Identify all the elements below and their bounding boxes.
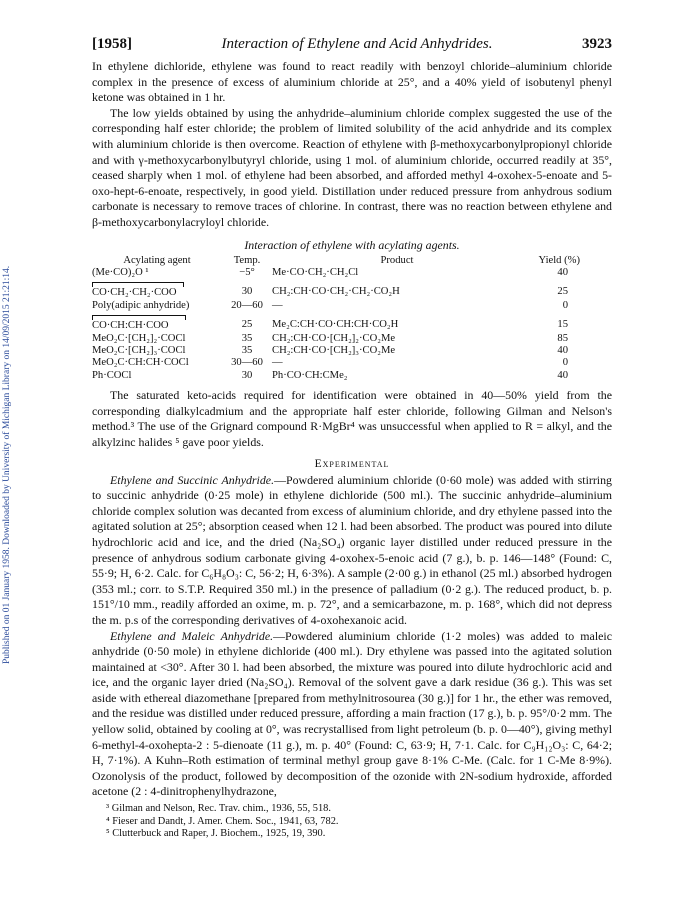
cell-temp: 30 bbox=[241, 286, 253, 298]
table-body bbox=[92, 267, 612, 382]
cell-temp: 30—60 bbox=[231, 357, 263, 369]
cell-temp: −5° bbox=[239, 266, 255, 278]
after-table-paragraph: The saturated keto-acids required for identification were obtained in 40—50% yield from the corresponding dialkylcadmium and the appropriate half ester chloride, following Gilman and Nelson's method.³ The use of the Grignard compound R·MgBr⁴ was unsuccessful when applied to R = alkyl, and the alkylzinc halides ⁵ gave poor yields. bbox=[92, 388, 612, 449]
cell-acylating-agent: Poly(adipic anhydride) bbox=[92, 299, 190, 311]
succinic-heading: Ethylene and Succinic Anhydride. bbox=[110, 472, 275, 487]
cell-acylating-agent: Ph·COCl bbox=[92, 369, 132, 381]
succinic-body: —Powdered aluminium chloride (0·60 mole) was added with stirring to succinic anhydride (0·25 mole) in ethylene dichloride (500 ml.). The succinic anhydride–aluminium chloride complex solution was decanted from excess of aluminium chloride, and dry ethylene passed into the agitated solution at 25°; absorption ceased when 12 l. had been absorbed. The product was poured into dilute hydrochloric acid and ice, and the dried (Na₂SO₄) organic layer distilled under reduced pressure in the presence of anhydrous sodium carbonate giving 4-oxohex-5-enoic acid (7 g.), b. p. 146—148° (Found: C, 55·9; H, 6·2. Calc. for C₆H₈O₃: C, 56·2; H, 6·3%). A sample (2·00 g.) in ethanol (25 ml.) absorbed hydrogen (353 ml.; corr. to S.T.P. Required 350 ml.) in the presence of palladium (0·2 g.). The reduced product, b. p. 151°/10 mm., readily afforded an oxime, m. p. 72°, and a semicarbazone, m. p. 168°, which did not depress the m. p.s of the corresponding derivatives of 4-oxohexanoic acid. bbox=[92, 472, 612, 627]
footnote-4: ⁴ Fieser and Dandt, J. Amer. Chem. Soc., 1941, 63, 782. bbox=[106, 815, 339, 827]
cell-product: Me·CO·CH₂·CH₂Cl bbox=[272, 266, 359, 278]
cell-yield: 0 bbox=[562, 357, 568, 369]
maleic-heading: Ethylene and Maleic Anhydride. bbox=[110, 628, 274, 643]
header-acylating-agent: Acylating agent bbox=[123, 254, 191, 266]
cell-acylating-agent: MeO₂C·CH:CH·COCl bbox=[92, 357, 189, 369]
cell-temp: 25 bbox=[241, 319, 253, 331]
header-title: Interaction of Ethylene and Acid Anhydrides. bbox=[221, 36, 493, 52]
cell-temp: 35 bbox=[241, 332, 253, 344]
header-yield: Yield (%) bbox=[538, 254, 580, 266]
header-temp: Temp. bbox=[233, 254, 261, 266]
table-row bbox=[92, 345, 612, 357]
page-body bbox=[92, 36, 612, 841]
table-row bbox=[92, 333, 612, 345]
table-row bbox=[92, 357, 612, 369]
cell-yield: 0 bbox=[562, 299, 568, 311]
cell-acylating-agent-text: CO·CH₂·CH₂·COO bbox=[92, 287, 177, 299]
running-header bbox=[92, 36, 612, 53]
publication-side-note: Published on 01 January 1958. Downloaded by University of Michigan Library on 14/09/2015 21:21:14. bbox=[2, 265, 12, 665]
cell-acylating-agent: (Me·CO)₂O ¹ bbox=[92, 266, 149, 278]
cell-product: Ph·CO·CH:CMe₂ bbox=[272, 369, 348, 381]
intro-paragraph-1: In ethylene dichloride, ethylene was found to react readily with benzoyl chloride–aluminium chloride complex in the presence of excess of aluminium chloride at 25°, and a 40% yield of isobutenyl phenyl ketone was obtained in 1 hr. bbox=[92, 59, 612, 105]
header-year: [1958] bbox=[92, 36, 132, 52]
intro-paragraph-2: The low yields obtained by using the anhydride–aluminium chloride complex suggested the use of the corresponding half ester chloride; the problem of limited solubility of the acid anhydride and its complex with aluminium chloride is then overcome. Reaction of ethylene with β-methoxycarbonylpropionyl chloride and with γ-methoxycarbonylbutyryl chloride, using 1 mol. of aluminium chloride, occurred readily at 35°, ceased sharply when 1 mol. of ethylene had been absorbed, and afforded methyl 4-oxohex-5-enoate and 5-oxo-hept-6-enoate, respectively, in good yield. Distillation under reduced pressure from anhydrous sodium carbonate is necessary to remove traces of chlorine. In contrast, there was no reaction between ethylene and β-methoxycarbonylacryloyl chloride. bbox=[92, 105, 612, 229]
header-product: Product bbox=[380, 254, 414, 266]
cell-yield: 25 bbox=[557, 286, 568, 298]
cell-temp: 35 bbox=[241, 344, 253, 356]
table-row bbox=[92, 279, 612, 299]
maleic-paragraph bbox=[92, 629, 612, 801]
cell-temp: 30 bbox=[241, 369, 253, 381]
table-header-row bbox=[92, 255, 612, 267]
experimental-heading: Experimental bbox=[314, 457, 390, 470]
cell-yield: 85 bbox=[557, 332, 568, 344]
succinic-paragraph bbox=[92, 473, 612, 629]
table-row bbox=[92, 267, 612, 279]
cell-product: CH₂:CH·CO·[CH₂]₃·CO₂Me bbox=[272, 344, 396, 356]
table-caption: Interaction of ethylene with acylating agents. bbox=[244, 237, 460, 252]
cell-yield: 40 bbox=[557, 266, 568, 278]
acylation-table bbox=[92, 255, 612, 383]
cell-acylating-agent: MeO₂C·[CH₂]₃·COCl bbox=[92, 344, 186, 356]
cell-temp: 20—60 bbox=[231, 299, 263, 311]
table-row bbox=[92, 370, 612, 382]
cell-product: CH₂:CH·CO·[CH₂]₂·CO₂Me bbox=[272, 332, 396, 344]
cell-yield: 15 bbox=[557, 319, 568, 331]
cell-product: Me₂C:CH·CO·CH:CH·CO₂H bbox=[272, 319, 399, 331]
footnote-5: ⁵ Clutterbuck and Raper, J. Biochem., 1925, 19, 390. bbox=[106, 828, 326, 840]
cell-product: — bbox=[272, 357, 283, 369]
cell-acylating-agent-text: CO·CH:CH·COO bbox=[92, 320, 169, 332]
cell-yield: 40 bbox=[557, 369, 568, 381]
cell-acylating-agent: MeO₂C·[CH₂]₂·COCl bbox=[92, 332, 186, 344]
page-number: 3923 bbox=[582, 36, 612, 52]
cell-product: — bbox=[272, 299, 283, 311]
maleic-body: —Powdered aluminium chloride (1·2 moles) was added to maleic anhydride (0·50 mole) in ethylene dichloride (400 ml.). Dry ethylene was passed into the agitated solution maintained at <30°. After 30 l. had been absorbed, the mixture was poured into dilute hydrochloric acid and ice, and the organic layer dried (Na₂SO₄). Removal of the solvent gave a dark residue (36 g.). This was set aside with ethereal diazomethane [prepared from methylnitrosourea (30 g.)] for 1 hr., the ether was removed, and the residue was distilled under reduced pressure, affording a main fraction (17 g.), b. p. 95°/0·2 mm. The yellow solid, obtained by cooling at 0°, was recrystallised from light petroleum (b. p. 0—40°), giving methyl 6-methyl-4-oxohepta-2 : 5-dienoate (11 g.), m. p. 40° (Found: C, 63·9; H, 7·1. Calc. for C₉H₁₂O₃: C, 64·2; H, 7·1%). A Kuhn–Roth estimation of terminal methyl group gave 8·1% C-Me. (Calc. for 1 C-Me 8·9%). Ozonolysis of the product, followed by decomposition of the ozonide with 2N-sodium hydroxide, afforded acetone (2 : 4-dinitrophenylhydrazone, bbox=[92, 628, 612, 799]
cell-yield: 40 bbox=[557, 344, 568, 356]
cell-acylating-agent bbox=[92, 279, 222, 299]
footnotes bbox=[92, 803, 612, 841]
cell-product: CH₂:CH·CO·CH₂·CH₂·CO₂H bbox=[272, 286, 400, 298]
cell-acylating-agent bbox=[92, 312, 222, 332]
table-row bbox=[92, 300, 612, 312]
footnote-3: ³ Gilman and Nelson, Rec. Trav. chim., 1936, 55, 518. bbox=[106, 803, 331, 815]
table-row bbox=[92, 312, 612, 332]
